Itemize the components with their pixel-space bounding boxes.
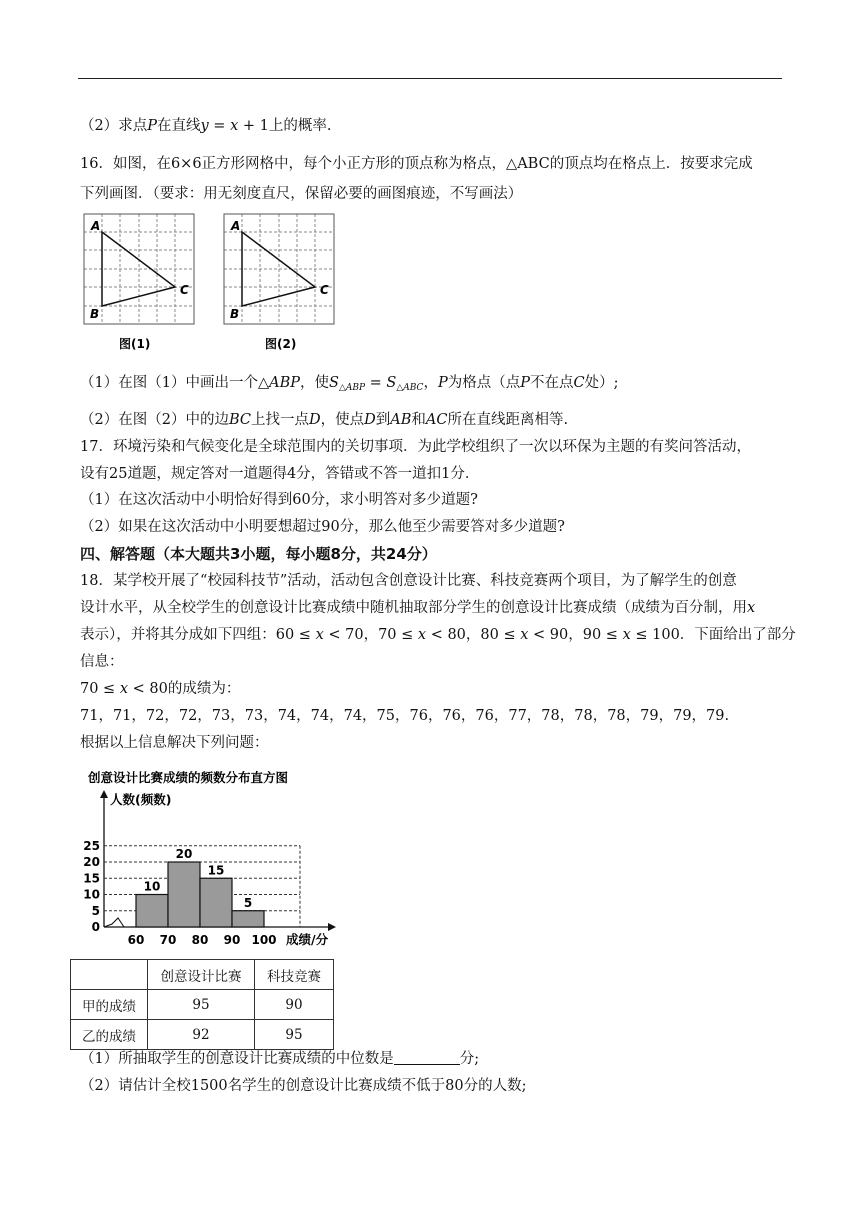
header-rule: [78, 78, 782, 79]
y-tick-label: 20: [83, 855, 100, 869]
y-axis-arrow: [100, 790, 108, 798]
table-header-cell: 科技竞赛: [255, 960, 334, 990]
q18-part1: [80, 1049, 784, 1069]
q16-part1: （1）在图（1）中画出一个△ABP，使$S_{\triangle ABP} = S_{\triangle ABC}$，P为格点（点P不在点C处）;: [80, 375, 619, 393]
section-4-heading: 四、解答题（本大题共3小题，每小题8分，共24分）: [80, 545, 437, 563]
table-row: [71, 1020, 334, 1050]
vertex-a-label: A: [231, 219, 241, 233]
histogram-bar: [200, 878, 232, 927]
table-cell: 92: [148, 1020, 255, 1050]
q18-part2: （2）请估计全校1500名学生的创意设计比赛成绩不低于80分的人数;: [80, 1078, 527, 1094]
table-cell: 95: [148, 990, 255, 1020]
axis-break-icon: [104, 918, 124, 927]
bar-value-label: 5: [243, 895, 253, 910]
histogram-bar: [136, 895, 168, 928]
q16-stem-line1: 16．如图，在6×6正方形网格中，每个小正方形的顶点称为格点，△ABC的顶点均在格点上．按要求完成: [80, 156, 753, 172]
q18-part1-text: （1）所抽取学生的创意设计比赛成绩的中位数是: [80, 1051, 394, 1067]
grid-figure-1: [78, 212, 208, 352]
vertex-b-label: B: [230, 307, 240, 321]
q18-group-scores: 71，71，72，72，73，73，74，74，74，75，76，76，76，77，78，78，78，79，79，79.: [80, 708, 730, 724]
x-tick-label: 80: [191, 933, 209, 947]
y-tick-label: 5: [91, 903, 100, 918]
table-header-cell: [71, 960, 148, 990]
fig1-caption: 图(1): [119, 337, 151, 351]
score-table: [70, 959, 334, 1050]
q18-stem-line3: 表示），并将其分成如下四组：60 ≤ x < 70，70 ≤ x < 80，80 ≤ x < 90，90 ≤ x ≤ 100．下面给出了部分: [80, 627, 796, 643]
x-axis-arrow: [328, 923, 336, 931]
table-header-row: [71, 960, 334, 990]
grid-figure-2: [218, 212, 348, 352]
x-tick-label: 90: [223, 933, 241, 947]
x-tick-label: 60: [127, 933, 145, 947]
table-cell: 乙的成绩: [71, 1020, 148, 1050]
q18-stem-line2: 设计水平，从全校学生的创意设计比赛成绩中随机抽取部分学生的创意设计比赛成绩（成绩为百分制，用x: [80, 600, 756, 616]
x-tick-label: 100: [251, 933, 277, 947]
answer-blank: [394, 1050, 460, 1065]
y-tick-label: 0: [91, 920, 100, 934]
y-tick-label: 15: [83, 871, 100, 886]
x-axis-label: 成绩/分: [286, 932, 329, 947]
q18-prompt: 根据以上信息解决下列问题：: [80, 735, 269, 751]
x-tick-label: 70: [159, 933, 177, 947]
chart-title: 创意设计比赛成绩的频数分布直方图: [88, 770, 289, 785]
fig2-caption: 图(2): [265, 337, 297, 351]
bar-value-label: 10: [143, 879, 161, 894]
q17-part2: （2）如果在这次活动中小明要想超过90分，那么他至少需要答对多少道题?: [80, 519, 565, 535]
vertex-a-label: A: [91, 219, 101, 233]
table-cell: 甲的成绩: [71, 990, 148, 1020]
q18-stem-line4: 信息：: [80, 654, 124, 670]
table-cell: 90: [255, 990, 334, 1020]
vertex-b-label: B: [90, 307, 100, 321]
table-header-cell: 创意设计比赛: [148, 960, 255, 990]
vertex-c-label: C: [320, 283, 329, 297]
frequency-histogram: [78, 764, 378, 954]
y-tick-label: 25: [83, 838, 100, 853]
q18-part1-unit: 分;: [459, 1051, 480, 1067]
y-tick-label: 10: [83, 887, 100, 902]
bar-value-label: 15: [207, 863, 225, 878]
vertex-c-label: C: [180, 283, 189, 297]
bar-value-label: 20: [175, 847, 193, 861]
q17-part1: （1）在这次活动中小明恰好得到60分，求小明答对多少道题?: [80, 492, 478, 508]
histogram-bar: [232, 911, 264, 927]
q18-group-label: 70 ≤ x < 80的成绩为：: [80, 681, 241, 697]
histogram-bar: [168, 862, 200, 927]
q16-stem-line2: 下列画图．（要求：用无刻度直尺，保留必要的画图痕迹，不写画法）: [80, 186, 523, 202]
q16-part2: （2）在图（2）中的边BC上找一点D，使点D到AB和AC所在直线距离相等.: [80, 412, 569, 428]
q17-stem-line1: 17．环境污染和气候变化是全球范围内的关切事项．为此学校组织了一次以环保为主题的有奖问答活动，: [80, 439, 751, 455]
table-row: [71, 990, 334, 1020]
y-axis-label: 人数(频数): [110, 792, 172, 807]
q15-part2: （2）求点P在直线y = x + 1上的概率.: [80, 118, 332, 134]
q18-stem-line1: 18．某学校开展了“校园科技节”活动，活动包含创意设计比赛、科技竞赛两个项目，为了解学生的创意: [80, 573, 737, 589]
table-cell: 95: [255, 1020, 334, 1050]
q17-stem-line2: 设有25道题，规定答对一道题得4分，答错或不答一道扣1分．: [80, 466, 480, 482]
